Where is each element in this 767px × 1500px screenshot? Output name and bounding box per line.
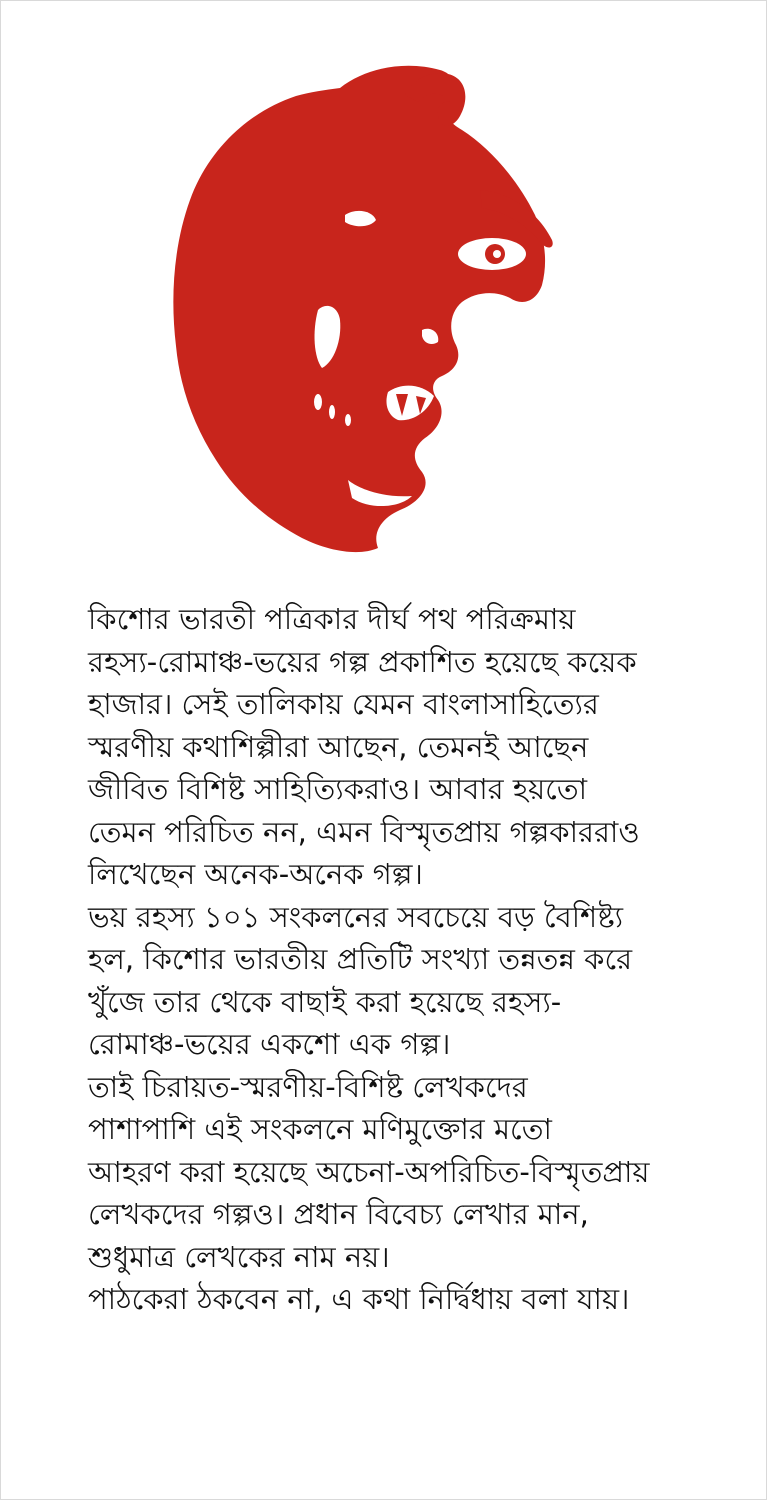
face-silhouette xyxy=(173,66,545,552)
description-text xyxy=(88,598,728,1321)
fleck xyxy=(314,394,322,410)
text-line: তেমন পরিচিত নন, এমন বিস্মৃতপ্রায় গল্পকাররাও xyxy=(88,814,640,849)
text-line: আহরণ করা হয়েছে অচেনা-অপরিচিত-বিস্মৃতপ্রায় xyxy=(88,1154,650,1189)
fleck xyxy=(329,405,335,419)
fleck xyxy=(345,414,351,426)
text-line: তাই চিরায়ত-স্মরণীয়-বিশিষ্ট লেখকদের xyxy=(88,1069,528,1104)
text-line: ভয় রহস্য ১০১ সংকলনের সবচেয়ে বড় বৈশিষ্ট্য xyxy=(88,899,623,934)
text-line: খুঁজে তার থেকে বাছাই করা হয়েছে রহস্য- xyxy=(88,984,562,1019)
text-line: রোমাঞ্চ-ভয়ের একশো এক গল্প। xyxy=(88,1027,451,1061)
vampire-face-illustration xyxy=(150,40,570,570)
text-line: লেখকদের গল্পও। প্রধান বিবেচ্য লেখার মান, xyxy=(88,1197,589,1231)
text-line: লিখেছেন অনেক-অনেক গল্প। xyxy=(88,857,423,891)
text-line: হাজার। সেই তালিকায় যেমন বাংলাসাহিত্যের xyxy=(88,687,599,721)
text-line: শুধুমাত্র লেখকের নাম নয়। xyxy=(88,1239,390,1274)
text-line: হল, কিশোর ভারতীয় প্রতিটি সংখ্যা তন্নতন্ন করে xyxy=(88,942,633,976)
paragraph-4 xyxy=(88,1278,728,1321)
fleck xyxy=(453,374,463,382)
text-line: জীবিত বিশিষ্ট সাহিত্যিকরাও। আবার হয়তো xyxy=(88,772,587,806)
text-line: রহস্য-রোমাঞ্চ-ভয়ের গল্প প্রকাশিত হয়েছে কয়েক xyxy=(88,644,637,679)
text-line: পাঠকেরা ঠকবেন না, এ কথা নির্দ্বিধায় বলা যায়। xyxy=(88,1282,630,1316)
paragraph-3 xyxy=(88,1066,728,1279)
text-line: স্মরণীয় কথাশিল্পীরা আছেন, তেমনই আছেন xyxy=(88,729,589,764)
text-line: কিশোর ভারতী পত্রিকার দীর্ঘ পথ পরিক্রমায় xyxy=(88,602,576,636)
paragraph-2 xyxy=(88,896,728,1066)
text-line: পাশাপাশি এই সংকলনে মণিমুক্তোর মতো xyxy=(88,1112,552,1146)
paragraph-1 xyxy=(88,598,728,896)
eye-pupil xyxy=(493,250,501,258)
